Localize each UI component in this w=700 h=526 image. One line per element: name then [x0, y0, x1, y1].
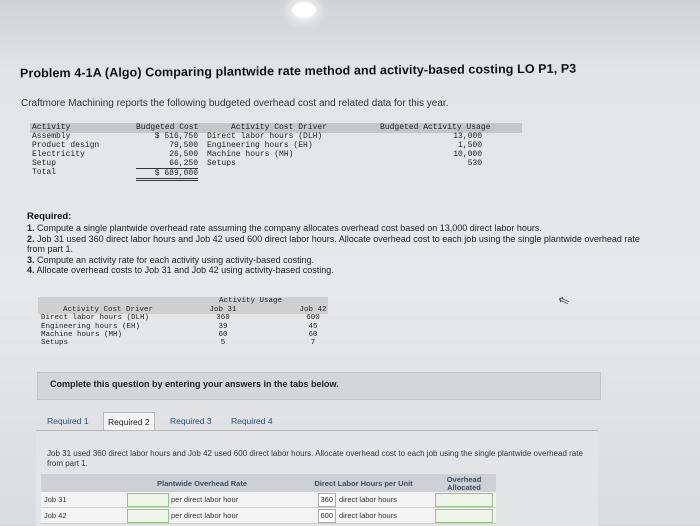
answer-table-header — [41, 474, 496, 492]
activity-usage-table — [38, 297, 328, 355]
page-title: Problem 4-1A (Algo) Comparing plantwide rate method and activity-based costing LO P1, P3 — [19, 61, 577, 81]
table-cell: Setups — [41, 339, 69, 348]
tab-required-3[interactable]: Required 3 — [170, 416, 212, 426]
hours-unit: direct labor hours — [339, 511, 397, 520]
table-cell: 7 — [310, 339, 316, 348]
tab-required-4[interactable]: Required 4 — [231, 416, 273, 426]
job31-column — [206, 306, 240, 347]
column-header: Budgeted Cost — [136, 123, 199, 132]
table-cell: $ 516,750 — [154, 132, 198, 141]
table-cell: Direct labor hours (DLH) — [41, 314, 150, 323]
table-cell: Machine hours (MH) — [41, 330, 123, 339]
item-number: 2. — [27, 233, 35, 244]
table-cell: 1,500 — [457, 141, 482, 150]
table-cell: Setups — [207, 159, 236, 168]
table-cell: 60 — [308, 330, 318, 339]
budgeted-cost-table — [30, 123, 522, 187]
column-header: Job 42 — [299, 306, 327, 314]
mouse-cursor-icon: ⇖ — [555, 290, 572, 310]
table-cell: 530 — [467, 159, 482, 168]
item-text: Compute a single plantwide overhead rate assuming the company allocates overhead cost based on 13,000 direct labor hours. — [37, 223, 542, 233]
table-cell: 60 — [218, 330, 228, 339]
required-item — [27, 255, 657, 266]
table-cell: 13,000 — [453, 132, 482, 141]
table-cell: 5 — [220, 339, 226, 348]
column-header: Activity Cost Driver — [63, 306, 154, 314]
row-label: Job 31 — [44, 495, 67, 504]
table-cell: Product design — [32, 141, 100, 150]
item-text: Allocate overhead costs to Job 31 and Job 42 using activity-based costing. — [36, 265, 334, 275]
column-header: Direct Labor Hours per Unit — [314, 479, 413, 488]
table-cell: 10,000 — [453, 150, 482, 159]
column-header: Activity — [32, 123, 71, 132]
tab-required-1[interactable]: Required 1 — [47, 416, 89, 426]
table-cell: 39 — [218, 322, 228, 331]
overhead-allocated-input[interactable] — [435, 493, 493, 507]
required-list — [27, 223, 657, 276]
usage-column — [410, 132, 482, 168]
lamp-glare — [292, 2, 316, 18]
table-cell: Engineering hours (EH) — [207, 141, 313, 150]
table-cell: Assembly — [32, 132, 71, 141]
required-item — [27, 265, 657, 276]
table-cell: $ 689,000 — [136, 169, 198, 181]
required-heading: Required: — [27, 211, 72, 222]
table-cell: 66,250 — [136, 159, 198, 169]
table-row — [41, 508, 496, 524]
table-cell: 360 — [216, 314, 230, 323]
rate-unit: per direct labor hour — [171, 495, 239, 504]
driver-column — [41, 306, 153, 347]
column-header: Activity Cost Driver — [231, 123, 328, 132]
table-cell: 26,500 — [169, 150, 198, 159]
table-cell: Machine hours (MH) — [207, 150, 294, 159]
column-header: Job 31 — [209, 306, 237, 314]
item-number: 3. — [27, 254, 35, 265]
item-number: 4. — [27, 265, 35, 275]
item-text: Job 31 used 360 direct labor hours and Job 42 used 600 direct labor hours. Allocate overhead cost to each job using the single plantwide overhead rate from part 1. — [27, 233, 640, 254]
rate-input[interactable] — [127, 509, 169, 523]
table-cell: 600 — [306, 314, 320, 323]
hours-value: 600 — [318, 509, 336, 523]
instruction-text: Complete this question by entering your answers in the tabs below. — [50, 379, 339, 389]
table-cell: 79,500 — [169, 141, 198, 150]
rate-unit: per direct labor hour — [171, 511, 239, 520]
tab-required-2[interactable]: Required 2 — [103, 412, 155, 431]
table-row — [41, 492, 496, 508]
table-cell: Electricity — [32, 150, 85, 159]
table-cell: Setup — [32, 159, 57, 168]
table-cell: Engineering hours (EH) — [41, 322, 141, 331]
column-header: Plantwide Overhead Rate — [156, 479, 248, 488]
hours-unit: direct labor hours — [339, 495, 397, 504]
item-number: 1. — [27, 223, 35, 233]
table-cell: 45 — [308, 322, 318, 331]
budgeted-cost-column — [136, 123, 198, 181]
required-item — [27, 223, 657, 234]
rate-input[interactable] — [127, 493, 169, 507]
column-header: Budgeted Activity Usage — [380, 123, 491, 132]
panel-instructions: Job 31 used 360 direct labor hours and Job 42 used 600 direct labor hours. Allocate overhead cost to each job using the single plantwide overhead rate from part 1. — [47, 449, 583, 468]
table-cell: Direct labor hours (DLH) — [207, 132, 323, 141]
table-cell: Total — [32, 168, 57, 177]
overhead-allocated-input[interactable] — [435, 509, 493, 523]
instruction-bar — [37, 372, 601, 400]
column-group-header: Activity Usage — [219, 297, 283, 305]
required-item — [27, 234, 657, 255]
hours-value: 360 — [318, 493, 336, 507]
cost-driver-column — [207, 123, 327, 168]
job42-column — [296, 306, 330, 347]
item-text: Compute an activity rate for each activity using activity-based costing. — [37, 254, 315, 265]
activity-column — [32, 123, 99, 177]
answer-table — [41, 474, 496, 525]
column-header: Overhead Allocated — [446, 475, 482, 492]
intro-text: Craftmore Machining reports the following budgeted overhead cost and related data for this year. — [21, 98, 449, 109]
row-label: Job 42 — [44, 511, 67, 520]
usage-header — [380, 123, 490, 132]
